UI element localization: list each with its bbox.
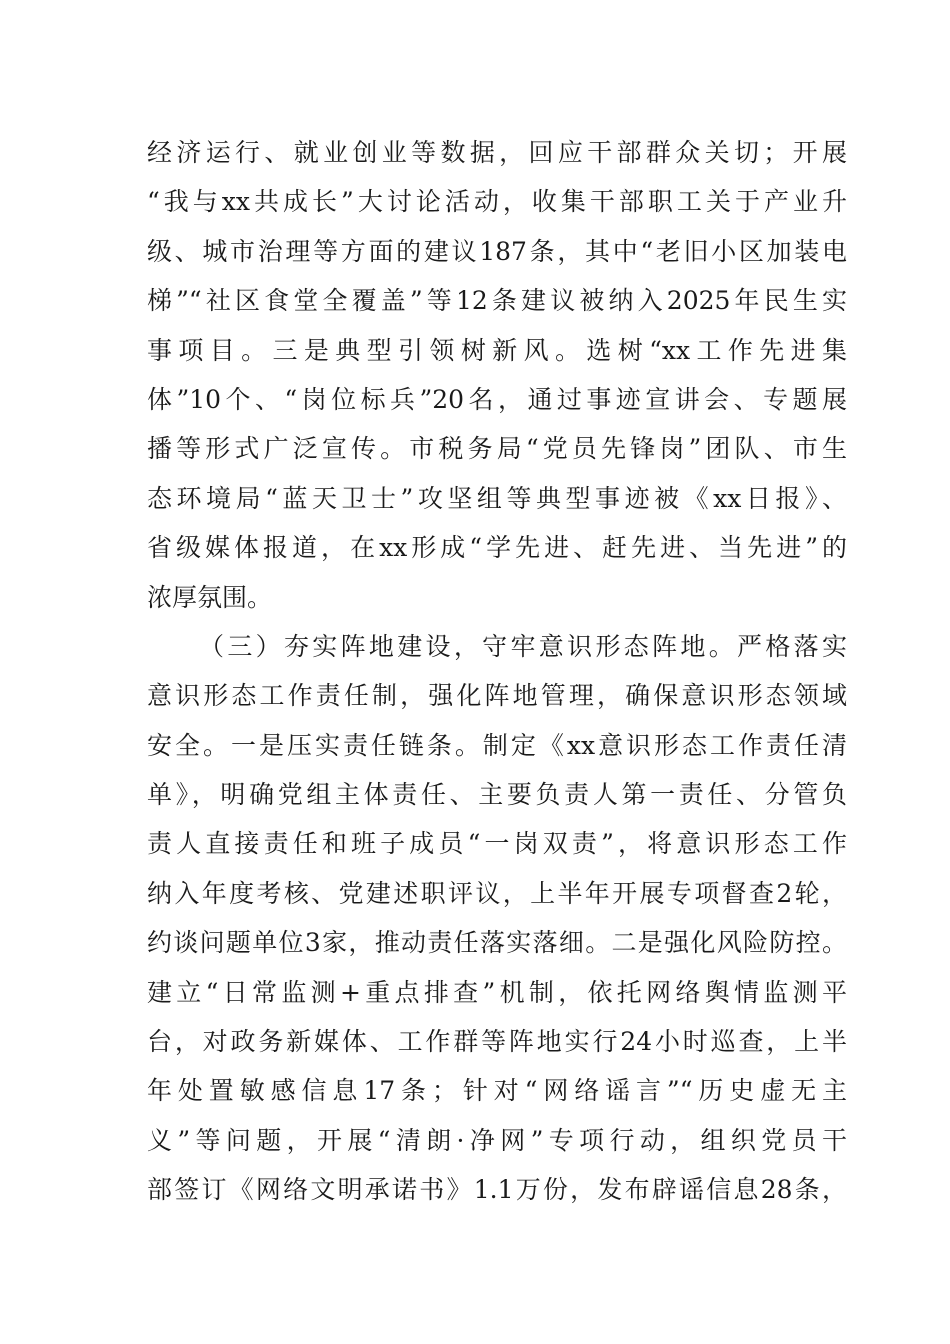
text-line-22: 部签订《网络文明承诺书》1.1万份，发布辟谣信息28条， [147,1175,847,1205]
text-line-8: 态环境局“蓝天卫士”攻坚组等典型事迹被《xx日报》、 [147,483,847,513]
text-line-1: 经济运行、就业创业等数据，回应干部群众关切；开展 [147,138,847,167]
text-line-12: 意识形态工作责任制，强化阵地管理，确保意识形态领域 [147,681,847,711]
text-line-21: 义”等问题，开展“清朗·净网”专项行动，组织党员干 [147,1125,847,1155]
text-line-2: “我与xx共成长”大讨论活动，收集干部职工关于产业升 [147,187,847,217]
text-line-6: 体”10个、“岗位标兵”20名，通过事迹宣讲会、专题展 [147,384,847,414]
text-line-7: 播等形式广泛宣传。市税务局“党员先锋岗”团队、市生 [147,434,847,464]
text-line-17: 约谈问题单位3家，推动责任落实落细。二是强化风险防控。 [147,928,847,958]
text-line-18: 建立“日常监测+重点排查”机制，依托网络舆情监测平 [147,977,847,1007]
text-line-16: 纳入年度考核、党建述职评议，上半年开展专项督查2轮， [147,878,847,908]
text-line-19: 台，对政务新媒体、工作群等阵地实行24小时巡查，上半 [147,1027,847,1057]
text-line-10: 浓厚氛围。 [147,582,273,612]
text-line-9: 省级媒体报道，在xx形成“学先进、赶先进、当先进”的 [147,533,847,563]
text-line-5: 事项目。三是典型引领树新风。选树“xx工作先进集 [147,335,847,365]
text-line-15: 责人直接责任和班子成员“一岗双责”，将意识形态工作 [147,829,847,859]
text-line-14: 单》，明确党组主体责任、主要负责人第一责任、分管负 [147,780,847,810]
text-line-13: 安全。一是压实责任链条。制定《xx意识形态工作责任清 [147,730,847,760]
section-heading-3: （三）夯实阵地建设，守牢意识形态阵地。严格落实 [199,631,847,661]
text-line-20: 年处置敏感信息17条；针对“网络谣言”“历史虚无主 [147,1076,847,1106]
body-text [147,128,847,1215]
text-line-4: 梯”“社区食堂全覆盖”等12条建议被纳入2025年民生实 [147,286,847,316]
text-line-3: 级、城市治理等方面的建议187条，其中“老旧小区加装电 [147,236,847,266]
